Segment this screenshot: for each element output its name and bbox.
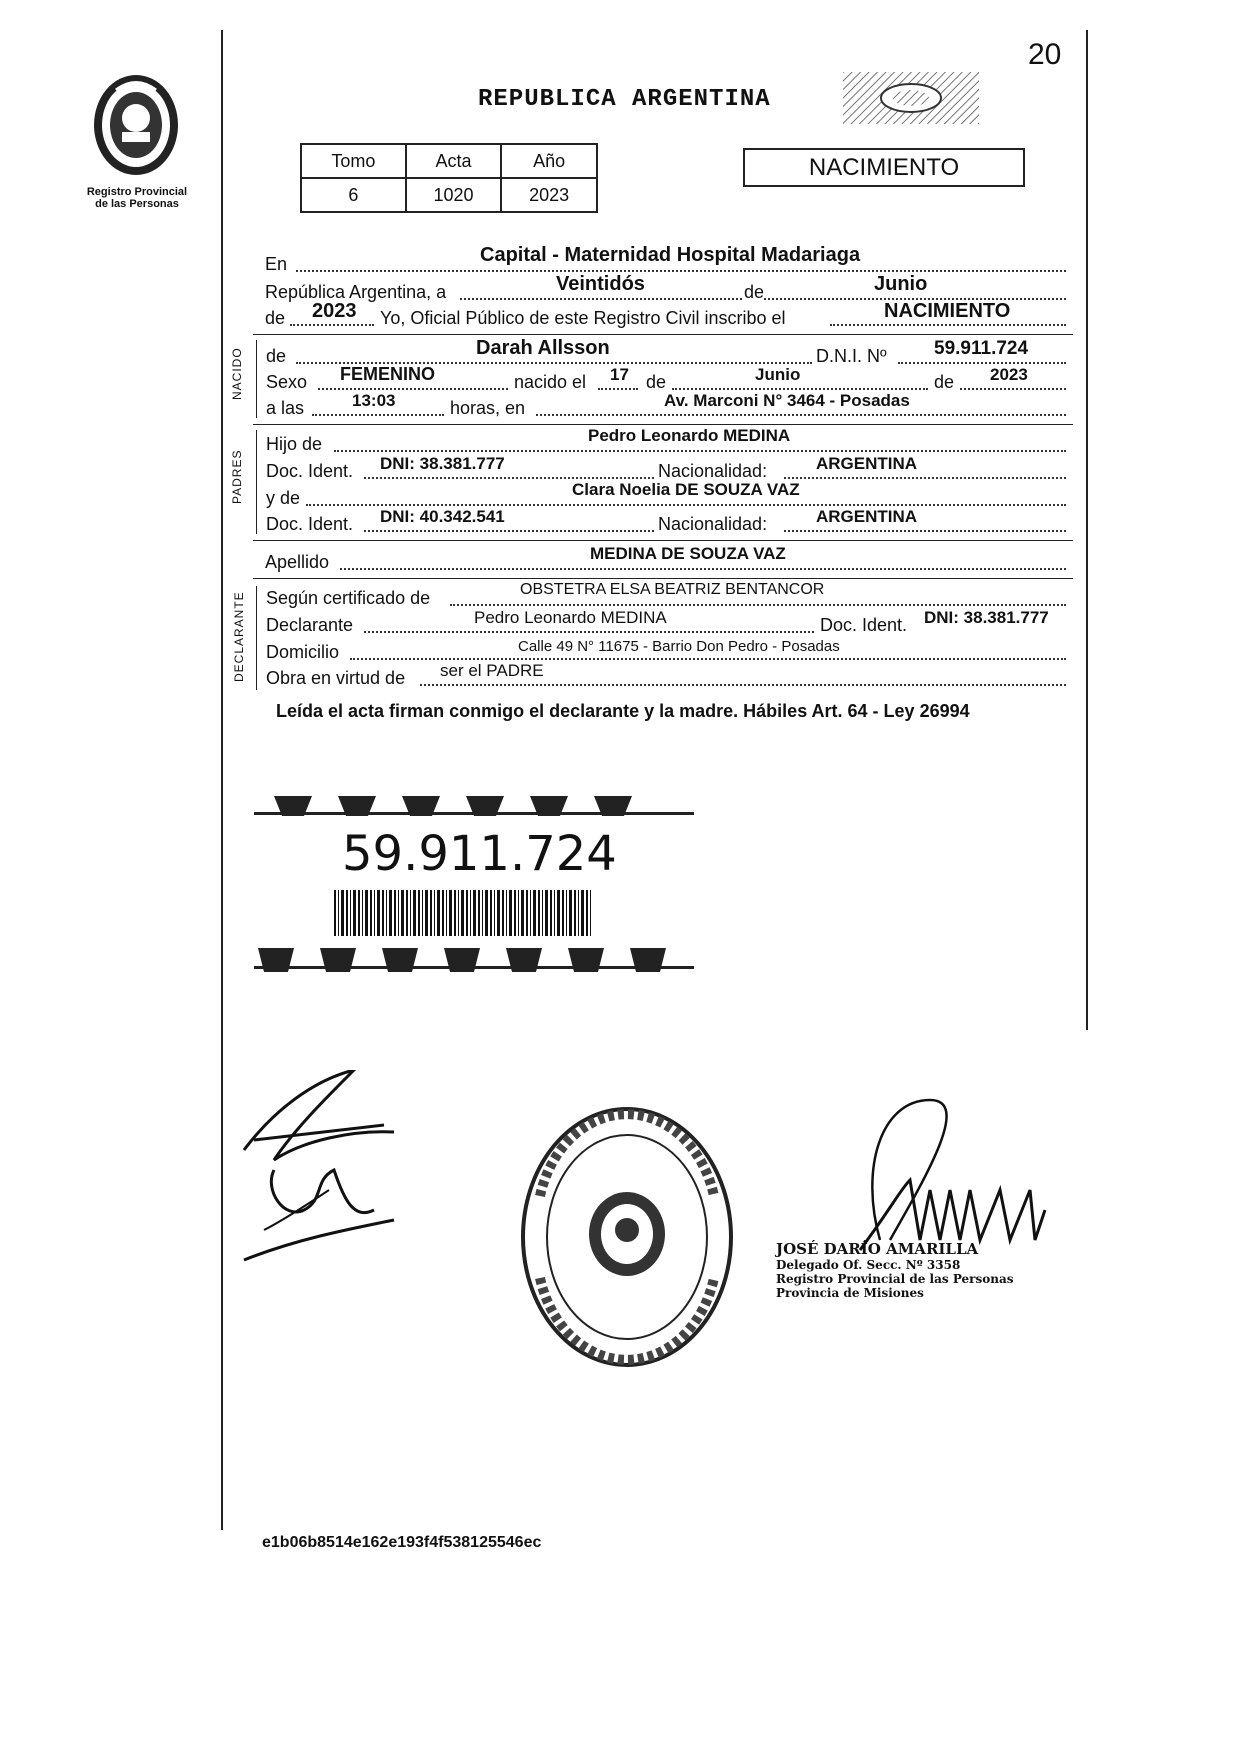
act-type-box (743, 148, 1025, 187)
mother-nat-dots (784, 530, 1066, 532)
certificado-dots (450, 604, 1066, 606)
nacido-el-label: nacido el (514, 372, 587, 392)
birth-month: Junio (755, 365, 801, 384)
birth-time: 13:03 (352, 391, 396, 410)
signature-declarante (234, 1070, 404, 1270)
birth-day-dots (598, 388, 638, 390)
closing-text: Leída el acta firman conmigo el declarante y la madre. Hábiles Art. 64 - Ley 26994 (276, 701, 970, 721)
logo-caption-line-2: de las Personas (95, 198, 179, 210)
nacionalidad-1-label: Nacionalidad: (658, 461, 768, 481)
act-type: NACIMIENTO (808, 154, 960, 181)
page-number: 20 (1028, 38, 1062, 71)
year-dots (290, 324, 374, 326)
en-value: Capital - Maternidad Hospital Madariaga (480, 244, 861, 266)
year-text: 2023 (312, 300, 357, 322)
apellido-label: Apellido (265, 552, 330, 572)
logo-caption-line-1: Registro Provincial (86, 186, 188, 198)
declarante-value: Pedro Leonardo MEDINA (474, 608, 667, 627)
father-name: Pedro Leonardo MEDINA (588, 426, 791, 445)
nacido-bracket (256, 340, 257, 418)
official-province: Provincia de Misiones (776, 1286, 924, 1300)
father-nationality: ARGENTINA (816, 454, 918, 473)
registry-logo (86, 70, 186, 180)
register-table (300, 143, 598, 213)
header-acta: Acta (406, 144, 502, 178)
inscribo-value: NACIMIENTO (884, 300, 1011, 322)
mother-nationality: ARGENTINA (816, 507, 918, 526)
divider-3 (253, 540, 1073, 541)
header-anio: Año (501, 144, 597, 178)
doc-ident-2-label: Doc. Ident. (266, 514, 354, 534)
domicilio-label: Domicilio (266, 642, 340, 662)
value-tomo: 6 (301, 178, 406, 212)
id-stamp-number: 59.911.724 (342, 826, 617, 882)
sexo-dots (318, 388, 508, 390)
birth-year: 2023 (990, 365, 1028, 384)
time-dots (312, 414, 444, 416)
mother-dni: DNI: 40.342.541 (380, 507, 505, 526)
padres-bracket (256, 430, 257, 534)
father-dots (334, 450, 1066, 452)
official-org: Registro Provincial de las Personas (776, 1272, 1014, 1286)
sexo-value: FEMENINO (340, 364, 436, 384)
nacido-section-label: NACIDO (230, 347, 244, 400)
de5-label: de (934, 372, 955, 392)
registry-logo-caption (62, 186, 212, 210)
father-dni-dots (364, 477, 654, 479)
nacionalidad-2-label: Nacionalidad: (658, 514, 768, 534)
mother-dni-dots (364, 530, 654, 532)
day-text: Veintidós (556, 273, 645, 295)
name-value: Darah Allsson (476, 337, 610, 359)
declarante-section-label: DECLARANTE (232, 591, 246, 682)
right-margin-line (1086, 30, 1088, 1030)
id-stamp-top-pattern (254, 790, 694, 820)
birth-day: 17 (610, 365, 629, 384)
certificado-value: OBSTETRA ELSA BEATRIZ BENTANCOR (520, 581, 825, 598)
hash-code: e1b06b8514e162e193f4f538125546ec (262, 1534, 542, 1551)
hijo-de-label: Hijo de (266, 434, 323, 454)
header-tomo: Tomo (301, 144, 406, 178)
sexo-label: Sexo (266, 372, 308, 392)
apellido-dots (340, 568, 1066, 570)
birth-month-dots (672, 388, 928, 390)
apellido-value: MEDINA DE SOUZA VAZ (590, 544, 786, 563)
declarante-label: Declarante (266, 615, 354, 635)
mother-name: Clara Noelia DE SOUZA VAZ (572, 480, 800, 499)
barcode (334, 890, 592, 936)
official-stamp (776, 1240, 1076, 1300)
obra-label: Obra en virtud de (266, 668, 406, 688)
padres-section-label: PADRES (230, 449, 244, 504)
de2-label: de (265, 308, 286, 328)
id-stamp-bottom-pattern (254, 944, 694, 978)
certificado-label: Según certificado de (266, 588, 431, 608)
birth-year-dots (960, 388, 1066, 390)
official-role: Delegado Of. Secc. Nº 3358 (776, 1258, 961, 1272)
de1-label: de (744, 282, 765, 302)
mother-dots (306, 504, 1066, 506)
republica-label: República Argentina, a (265, 282, 447, 302)
en-label: En (265, 254, 288, 274)
register-table-value-row (301, 178, 597, 212)
divider-4 (253, 578, 1073, 579)
left-margin-line (221, 30, 223, 1530)
dni-label: D.N.I. Nº (816, 346, 887, 366)
inscribo-dots (830, 324, 1066, 326)
en-dots (296, 270, 1066, 272)
de4-label: de (646, 372, 667, 392)
de3-label: de (266, 346, 287, 366)
month-text: Junio (874, 273, 928, 295)
place-dots (536, 414, 1066, 416)
obra-value: ser el PADRE (440, 661, 544, 680)
obra-dots (420, 684, 1066, 686)
father-dni: DNI: 38.381.777 (380, 454, 505, 473)
value-anio: 2023 (501, 178, 597, 212)
registry-seal (520, 1106, 734, 1368)
divider-2 (253, 424, 1073, 425)
divider-1 (253, 334, 1073, 335)
official-name: JOSÉ DARÍO AMARILLA (776, 1240, 979, 1258)
a-las-label: a las (266, 398, 305, 418)
provincial-emblem-icon (86, 70, 186, 180)
declarante-dots (364, 631, 814, 633)
register-table-header-row (301, 144, 597, 178)
doc-ident-3-label: Doc. Ident. (820, 615, 908, 635)
domicilio-value: Calle 49 N° 11675 - Barrio Don Pedro - Posadas (518, 638, 840, 655)
declarante-dni: DNI: 38.381.777 (924, 608, 1049, 627)
dni-dots (898, 362, 1066, 364)
doc-ident-1-label: Doc. Ident. (266, 461, 354, 481)
dni-value: 59.911.724 (934, 338, 1029, 359)
horas-en-label: horas, en (450, 398, 526, 418)
country-title: REPUBLICA ARGENTINA (478, 86, 771, 113)
birth-place: Av. Marconi N° 3464 - Posadas (664, 391, 910, 410)
y-de-label: y de (266, 488, 301, 508)
domicilio-dots (350, 658, 1066, 660)
value-acta: 1020 (406, 178, 502, 212)
declarante-bracket (256, 586, 257, 690)
oficial-text: Yo, Oficial Público de este Registro Civil inscribo el (380, 308, 786, 328)
security-pattern-icon (843, 72, 979, 124)
father-nat-dots (784, 477, 1066, 479)
